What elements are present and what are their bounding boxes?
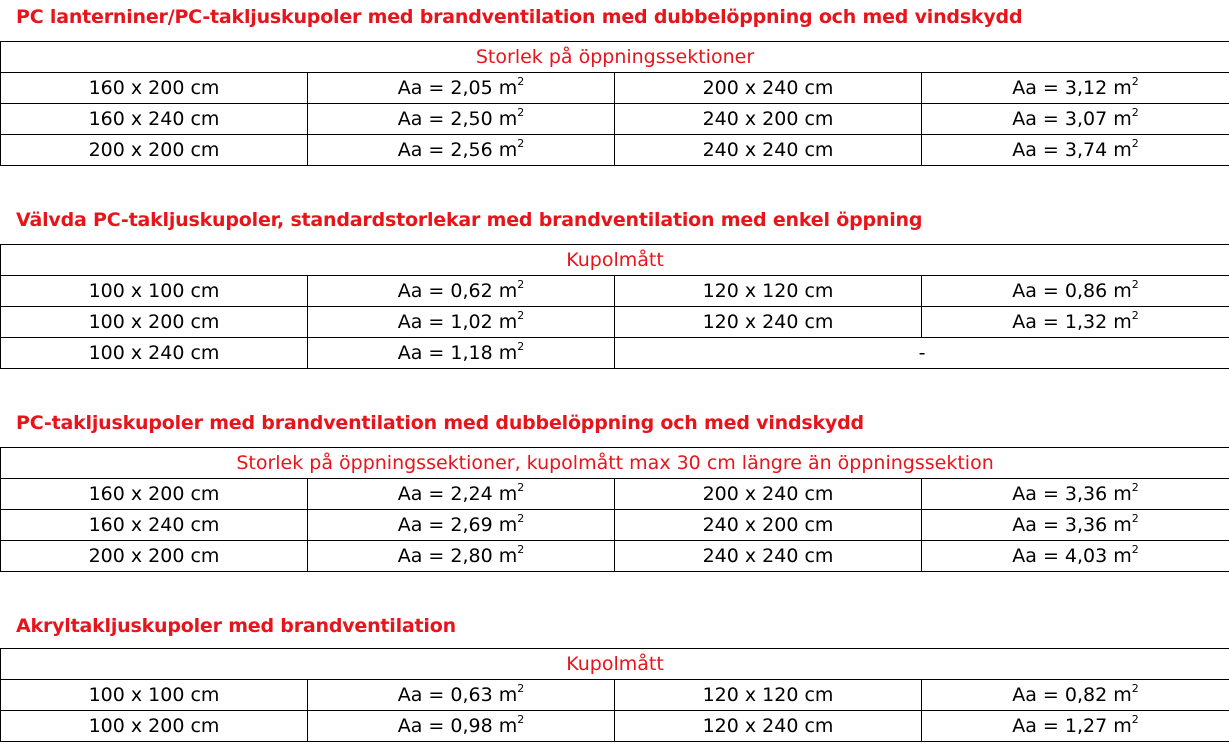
table-row — [1, 711, 1229, 742]
spec-table — [0, 447, 1229, 572]
area-cell: Aa = 1,27 $m^2$ — [922, 711, 1229, 742]
spec-table — [0, 41, 1229, 166]
table-row — [1, 276, 1229, 307]
area-cell: Aa = 2,24 $m^2$ — [308, 479, 615, 510]
area-cell: Aa = 2,05 $m^2$ — [308, 73, 615, 104]
area-cell: Aa = 1,32 $m^2$ — [922, 307, 1229, 338]
size-cell: 100 x 200 cm — [1, 711, 308, 742]
table-header-row — [1, 649, 1229, 680]
table-row — [1, 104, 1229, 135]
table-header-row — [1, 245, 1229, 276]
empty-cell: - — [615, 338, 1229, 369]
table-row — [1, 479, 1229, 510]
table-header-row — [1, 448, 1229, 479]
area-cell: Aa = 0,98 $m^2$ — [308, 711, 615, 742]
size-cell: 100 x 100 cm — [1, 276, 308, 307]
table-row — [1, 73, 1229, 104]
size-cell: 120 x 240 cm — [615, 711, 922, 742]
table-row — [1, 135, 1229, 166]
size-cell: 240 x 200 cm — [615, 510, 922, 541]
size-cell: 160 x 240 cm — [1, 104, 308, 135]
table-header-row — [1, 42, 1229, 73]
size-cell: 100 x 200 cm — [1, 307, 308, 338]
area-cell: Aa = 2,56 $m^2$ — [308, 135, 615, 166]
table-row — [1, 307, 1229, 338]
table-header: Kupolmått — [1, 245, 1229, 276]
size-cell: 160 x 240 cm — [1, 510, 308, 541]
table-header: Storlek på öppningssektioner — [1, 42, 1229, 73]
size-cell: 120 x 240 cm — [615, 307, 922, 338]
size-cell: 240 x 240 cm — [615, 541, 922, 572]
area-cell: Aa = 3,12 $m^2$ — [922, 73, 1229, 104]
table-header: Storlek på öppningssektioner, kupolmått max 30 cm längre än öppningssektion — [1, 448, 1229, 479]
area-cell: Aa = 3,36 $m^2$ — [922, 510, 1229, 541]
size-cell: 160 x 200 cm — [1, 479, 308, 510]
area-cell: Aa = 0,86 $m^2$ — [922, 276, 1229, 307]
size-cell: 200 x 240 cm — [615, 479, 922, 510]
size-cell: 100 x 240 cm — [1, 338, 308, 369]
area-cell: Aa = 3,36 $m^2$ — [922, 479, 1229, 510]
size-cell: 200 x 200 cm — [1, 135, 308, 166]
size-cell: 200 x 240 cm — [615, 73, 922, 104]
area-cell: Aa = 2,69 $m^2$ — [308, 510, 615, 541]
section-title: Välvda PC-takljuskupoler, standardstorlekar med brandventilation med enkel öppning — [16, 209, 923, 231]
section-title: PC-takljuskupoler med brandventilation med dubbelöppning och med vindskydd — [16, 412, 864, 434]
section-title: Akryltakljuskupoler med brandventilation — [16, 615, 456, 637]
spec-table — [0, 648, 1229, 742]
area-cell: Aa = 1,02 $m^2$ — [308, 307, 615, 338]
table-row — [1, 541, 1229, 572]
area-cell: Aa = 1,18 $m^2$ — [308, 338, 615, 369]
area-cell: Aa = 2,80 $m^2$ — [308, 541, 615, 572]
size-cell: 160 x 200 cm — [1, 73, 308, 104]
size-cell: 240 x 240 cm — [615, 135, 922, 166]
size-cell: 120 x 120 cm — [615, 276, 922, 307]
area-cell: Aa = 3,07 $m^2$ — [922, 104, 1229, 135]
area-cell: Aa = 0,62 $m^2$ — [308, 276, 615, 307]
section-title: PC lanterniner/PC-takljuskupoler med brandventilation med dubbelöppning och med vindskydd — [16, 6, 1023, 28]
table-row — [1, 338, 1229, 369]
size-cell: 200 x 200 cm — [1, 541, 308, 572]
area-cell: Aa = 3,74 $m^2$ — [922, 135, 1229, 166]
area-cell: Aa = 0,82 $m^2$ — [922, 680, 1229, 711]
table-header: Kupolmått — [1, 649, 1229, 680]
spec-table — [0, 244, 1229, 369]
area-cell: Aa = 2,50 $m^2$ — [308, 104, 615, 135]
area-cell: Aa = 4,03 $m^2$ — [922, 541, 1229, 572]
area-cell: Aa = 0,63 $m^2$ — [308, 680, 615, 711]
size-cell: 120 x 120 cm — [615, 680, 922, 711]
table-row — [1, 510, 1229, 541]
size-cell: 240 x 200 cm — [615, 104, 922, 135]
size-cell: 100 x 100 cm — [1, 680, 308, 711]
table-row — [1, 680, 1229, 711]
